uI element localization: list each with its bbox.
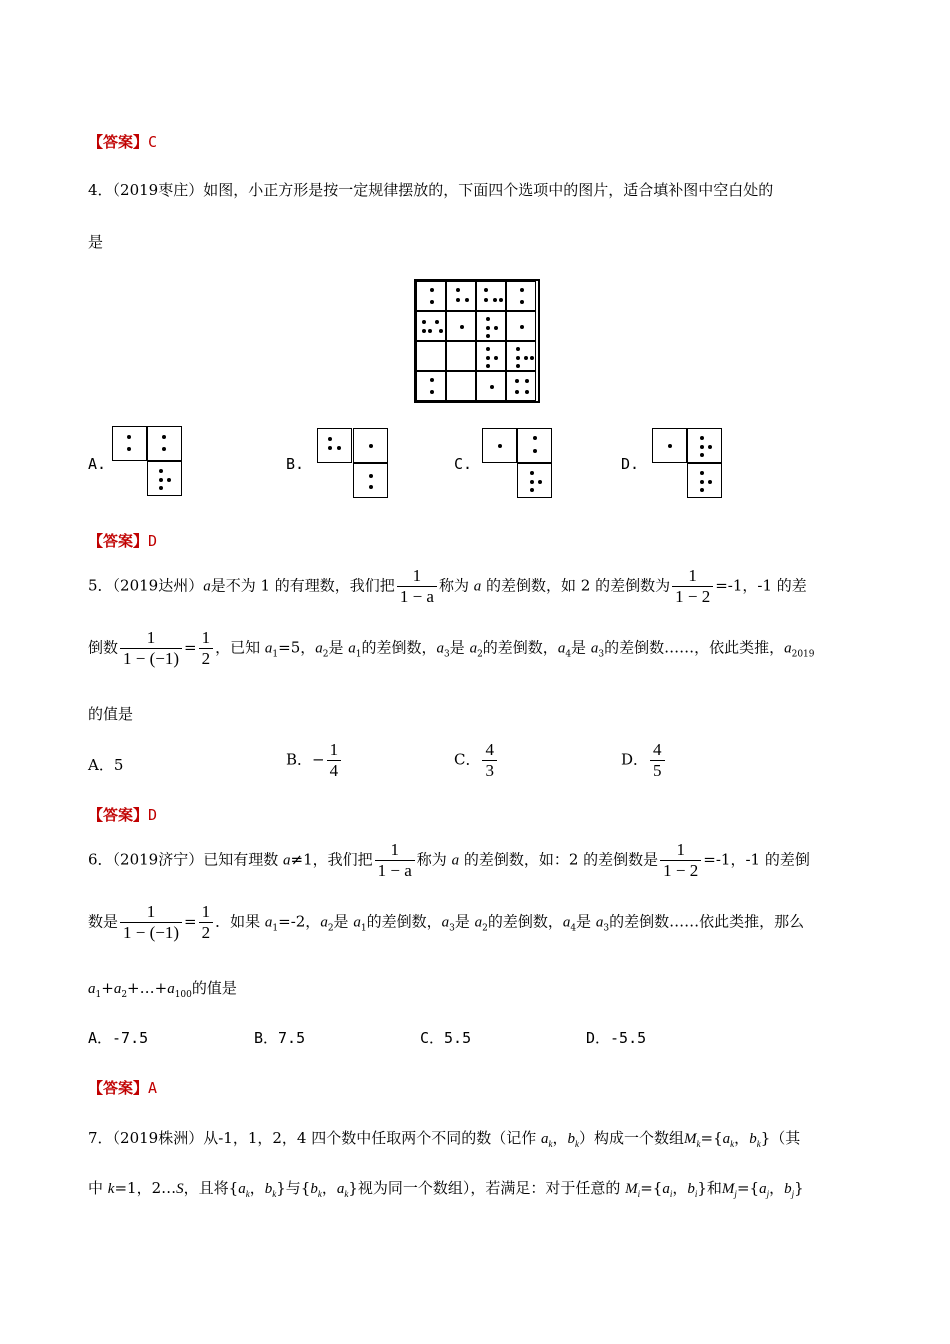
q6-stem-line1: 6．（2019济宁）已知有理数 a≠1，我们把 $\frac{1}{1 - a}$ 称为 a 的差倒数，如：2 的差倒数是 $\frac{1}{1 - 2}$ =-1，-1 的差倒 (88, 840, 810, 880)
option-d-tile[interactable] (687, 463, 722, 498)
q5-option-a[interactable]: A．5 (88, 756, 124, 774)
option-c-tile[interactable] (517, 428, 552, 463)
q5-option-c[interactable]: C． $\frac{4}{3}$ (454, 740, 499, 781)
fraction: $\frac{4}{3}$ (482, 740, 497, 781)
option-d-tile[interactable] (652, 428, 687, 463)
grid-cell (476, 371, 506, 401)
q5-option-b[interactable]: B．− $\frac{1}{4}$ (286, 740, 343, 781)
option-a-tile[interactable] (147, 461, 182, 496)
q7-stem-line2: 中 k=1，2…S，且将{$a_k$，$b_k$}与{$b_k$，$a_k$}视为同一个数组），若满足：对于任意的 $M_i=\{a_i$，$b_i$}和$M_j=\{a_j$，$b_j$} (88, 1179, 804, 1199)
fraction: $\frac{1}{1 - (-1)}$ (120, 628, 182, 669)
blank-cell (446, 341, 476, 371)
q4-stem-line2: 是 (88, 233, 104, 251)
pattern-grid (414, 279, 540, 403)
fraction: $\frac{1}{1 - 2}$ (672, 566, 713, 607)
fraction: $\frac{1}{2}$ (199, 628, 214, 669)
option-a-tile[interactable] (147, 426, 182, 461)
q4-stem-line1: 4．（2019枣庄）如图，小正方形是按一定规律摆放的，下面四个选项中的图片，适合填补图中空白处的 (88, 181, 774, 199)
option-d-label[interactable]: D. (621, 455, 640, 473)
option-b-tile[interactable] (317, 428, 352, 463)
answer-q5: 【答案】D (88, 806, 158, 824)
q6-stem-line3: $a_1+a_2+\dots+a_{100}$的值是 (88, 979, 237, 1000)
fraction: $\frac{1}{1 - a}$ (375, 840, 415, 881)
option-d-tile[interactable] (687, 428, 722, 463)
blank-cell (446, 371, 476, 401)
grid-cell (476, 341, 506, 371)
fraction: $\frac{1}{1 - a}$ (397, 566, 437, 607)
q6-stem-line2: 数是 $\frac{1}{1 - (-1)}$ = $\frac{1}{2}$ ．如果 $a_1=-2$，$a_2$是 $a_1$的差倒数，$a_3$是 $a_2$的差倒数，$a_4$是 $a_3$的差倒数……依此类推，那么 (88, 902, 805, 942)
fraction: $\frac{1}{1 - (-1)}$ (120, 902, 182, 943)
fraction: $\frac{1}{4}$ (327, 740, 342, 781)
q6-option-b[interactable]: B．7.5 (254, 1029, 306, 1047)
grid-cell (416, 281, 446, 311)
answer-q4: 【答案】D (88, 532, 158, 550)
q5-stem-line2: 倒数 $\frac{1}{1 - (-1)}$ = $\frac{1}{2}$ ，已知 $a_1=5$，$a_2$是 $a_1$的差倒数，$a_3$是 $a_2$的差倒数，$a_4$是 $a_3$的差倒数……，依此类推，$a_{2019}$ (88, 628, 815, 668)
q5-option-d[interactable]: D． $\frac{4}{5}$ (621, 740, 667, 781)
option-a-label[interactable]: A. (88, 455, 107, 473)
option-b-tile[interactable] (353, 463, 388, 498)
grid-cell (446, 281, 476, 311)
grid-cell (446, 311, 476, 341)
option-c-label[interactable]: C. (454, 455, 473, 473)
grid-cell (416, 311, 446, 341)
grid-cell (506, 281, 536, 311)
grid-cell (506, 341, 536, 371)
q6-option-d[interactable]: D．-5.5 (586, 1029, 647, 1047)
q5-stem-line3: 的值是 (88, 705, 134, 723)
grid-cell (506, 371, 536, 401)
option-b-tile[interactable] (353, 428, 388, 463)
q6-option-c[interactable]: C．5.5 (420, 1029, 472, 1047)
option-b-label[interactable]: B. (286, 455, 305, 473)
grid-cell (506, 311, 536, 341)
option-a-tile[interactable] (112, 426, 147, 461)
q6-option-a[interactable]: A．-7.5 (88, 1029, 149, 1047)
q5-stem-line1: 5．（2019达州）a是不为 1 的有理数，我们把 $\frac{1}{1 - a}$ 称为 a 的差倒数，如 2 的差倒数为 $\frac{1}{1 - 2}$ =-1，-1 的差 (88, 566, 807, 606)
option-c-tile[interactable] (517, 463, 552, 498)
grid-cell (476, 281, 506, 311)
option-c-tile[interactable] (482, 428, 517, 463)
q7-stem-line1: 7．（2019株洲）从-1，1，2，4 四个数中任取两个不同的数（记作 $a_k$，$b_k$）构成一个数组$M_k=\{a_k$，$b_k$}（其 (88, 1129, 801, 1149)
fraction: $\frac{1}{1 - 2}$ (660, 840, 701, 881)
blank-cell (416, 341, 446, 371)
answer-q6: 【答案】A (88, 1079, 158, 1097)
fraction: $\frac{4}{5}$ (650, 740, 665, 781)
grid-cell (476, 311, 506, 341)
answer-q3: 【答案】C (88, 133, 158, 151)
grid-cell (416, 371, 446, 401)
fraction: $\frac{1}{2}$ (199, 902, 214, 943)
